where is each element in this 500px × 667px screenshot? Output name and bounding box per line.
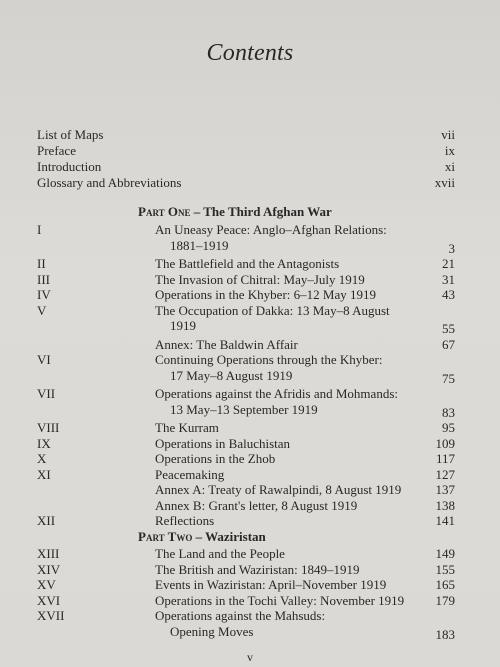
chapter-title-continuation: 13 May–13 September 1919 bbox=[170, 401, 318, 417]
chapter-title-continuation: 1919 bbox=[170, 318, 196, 333]
chapter-page: 138 bbox=[435, 497, 455, 513]
chapter-title bbox=[155, 256, 413, 272]
chapter-number: VI bbox=[37, 352, 51, 367]
front-matter-item bbox=[37, 127, 455, 143]
front-matter-label: Glossary and Abbreviations bbox=[37, 175, 182, 190]
chapter-number: IV bbox=[37, 287, 51, 302]
chapter-page: 83 bbox=[442, 404, 455, 420]
chapter-page: 75 bbox=[442, 370, 455, 386]
chapter-title bbox=[155, 513, 413, 529]
chapter-page: 149 bbox=[435, 546, 455, 561]
chapter-number: V bbox=[37, 302, 47, 318]
chapter-page: 3 bbox=[448, 240, 455, 256]
chapter-title bbox=[155, 386, 413, 417]
chapter-title-line: Annex A: Treaty of Rawalpindi, 8 August 1919 bbox=[155, 482, 402, 497]
chapter-page: 117 bbox=[435, 451, 455, 466]
chapter-number: IX bbox=[37, 435, 51, 451]
front-matter-label: Introduction bbox=[37, 159, 102, 174]
chapter-title bbox=[155, 303, 413, 334]
part-two-heading bbox=[138, 529, 266, 545]
chapter-page: 165 bbox=[435, 577, 455, 592]
chapter-page: 141 bbox=[435, 513, 455, 528]
chapter-title-line: The Occupation of Dakka: 13 May–8 August bbox=[155, 302, 390, 318]
chapter-number: X bbox=[37, 451, 47, 466]
front-matter-item bbox=[37, 159, 455, 175]
chapter-page: 31 bbox=[442, 271, 455, 287]
chapter-title-line: The Kurram bbox=[155, 420, 219, 435]
page-folio: v bbox=[247, 650, 253, 664]
front-matter-page: xi bbox=[444, 159, 455, 174]
part-one-title: – The Third Afghan War bbox=[190, 204, 332, 219]
chapter-number: XIV bbox=[37, 561, 61, 577]
chapter-title-line: Operations against the Mahsuds: bbox=[155, 608, 326, 623]
chapter-page: 43 bbox=[442, 287, 455, 302]
chapter-title bbox=[155, 451, 413, 467]
chapter-page: 155 bbox=[435, 561, 455, 577]
chapter-page: 183 bbox=[435, 626, 455, 642]
front-matter-label: Preface bbox=[37, 143, 76, 158]
chapter-number: II bbox=[37, 256, 46, 271]
chapter-title bbox=[155, 608, 413, 639]
chapter-title bbox=[155, 436, 413, 452]
chapter-title-line: Operations in the Khyber: 6–12 May 1919 bbox=[155, 287, 376, 302]
chapter-page: 127 bbox=[435, 466, 455, 482]
chapter-title-line: Events in Waziristan: April–November 1919 bbox=[155, 577, 387, 592]
chapter-title bbox=[155, 467, 413, 483]
front-matter-page: xvii bbox=[434, 175, 455, 190]
chapter-title-continuation: 17 May–8 August 1919 bbox=[170, 367, 293, 383]
chapter-title-line: Reflections bbox=[155, 513, 215, 528]
chapter-number: XVI bbox=[37, 592, 61, 608]
chapter-number: XIII bbox=[37, 546, 60, 561]
chapter-page: 67 bbox=[442, 336, 455, 352]
front-matter-page: vii bbox=[441, 127, 455, 142]
chapter-page: 95 bbox=[442, 420, 455, 435]
chapter-number: XII bbox=[37, 513, 56, 528]
chapter-page: 55 bbox=[442, 321, 455, 336]
chapter-number: VIII bbox=[37, 420, 60, 435]
chapter-number: XVII bbox=[37, 608, 65, 623]
chapter-title bbox=[155, 420, 413, 436]
part-one-heading bbox=[138, 204, 332, 220]
chapter-title-line: Operations against the Afridis and Mohmands: bbox=[155, 386, 398, 401]
chapter-title bbox=[155, 593, 413, 609]
chapter-title-line: Continuing Operations through the Khyber: bbox=[155, 352, 383, 367]
part-two-label: Part Two bbox=[138, 529, 193, 544]
chapter-title-continuation: 1881–1919 bbox=[170, 237, 229, 253]
chapter-title-line: Operations in the Tochi Valley: November 1919 bbox=[155, 592, 405, 608]
part-two-title: – Waziristan bbox=[192, 529, 266, 544]
chapter-number: XV bbox=[37, 577, 56, 592]
chapter-page: 21 bbox=[442, 256, 455, 271]
chapter-title-line: Operations in Baluchistan bbox=[155, 435, 291, 451]
chapter-page: 179 bbox=[435, 592, 455, 608]
front-matter-item bbox=[37, 175, 455, 191]
chapter-number: XI bbox=[37, 466, 51, 482]
front-matter-label: List of Maps bbox=[37, 127, 104, 142]
chapter-title-line: The Invasion of Chitral: May–July 1919 bbox=[155, 271, 365, 287]
chapter-title bbox=[155, 337, 413, 353]
chapter-title bbox=[155, 546, 413, 562]
chapter-title-line: The Land and the People bbox=[155, 546, 285, 561]
chapter-title-line: Operations in the Zhob bbox=[155, 451, 276, 466]
chapter-title bbox=[155, 498, 413, 514]
chapter-number: VII bbox=[37, 386, 56, 401]
chapter-page: 137 bbox=[435, 482, 455, 497]
chapter-title-line: Annex B: Grant's letter, 8 August 1919 bbox=[155, 497, 358, 513]
chapter-title bbox=[155, 272, 413, 288]
chapter-title-line: Annex: The Baldwin Affair bbox=[155, 336, 298, 352]
chapter-title-line: The Battlefield and the Antagonists bbox=[155, 256, 340, 271]
front-matter-page: ix bbox=[444, 143, 455, 158]
chapter-number: I bbox=[37, 222, 42, 237]
chapter-title bbox=[155, 577, 413, 593]
chapter-title-line: The British and Waziristan: 1849–1919 bbox=[155, 561, 360, 577]
page-title: Contents bbox=[206, 40, 294, 66]
chapter-title bbox=[155, 352, 413, 383]
chapter-title-line: An Uneasy Peace: Anglo–Afghan Relations: bbox=[155, 222, 387, 237]
front-matter-item bbox=[37, 143, 455, 159]
chapter-title-line: Peacemaking bbox=[155, 466, 225, 482]
chapter-title-continuation: Opening Moves bbox=[170, 623, 254, 639]
chapter-title bbox=[155, 562, 413, 578]
chapter-number: III bbox=[37, 271, 50, 287]
chapter-title bbox=[155, 222, 413, 253]
chapter-page: 109 bbox=[435, 435, 455, 451]
chapter-title bbox=[155, 287, 413, 303]
chapter-title bbox=[155, 482, 413, 498]
part-one-label: Part One bbox=[138, 204, 191, 219]
